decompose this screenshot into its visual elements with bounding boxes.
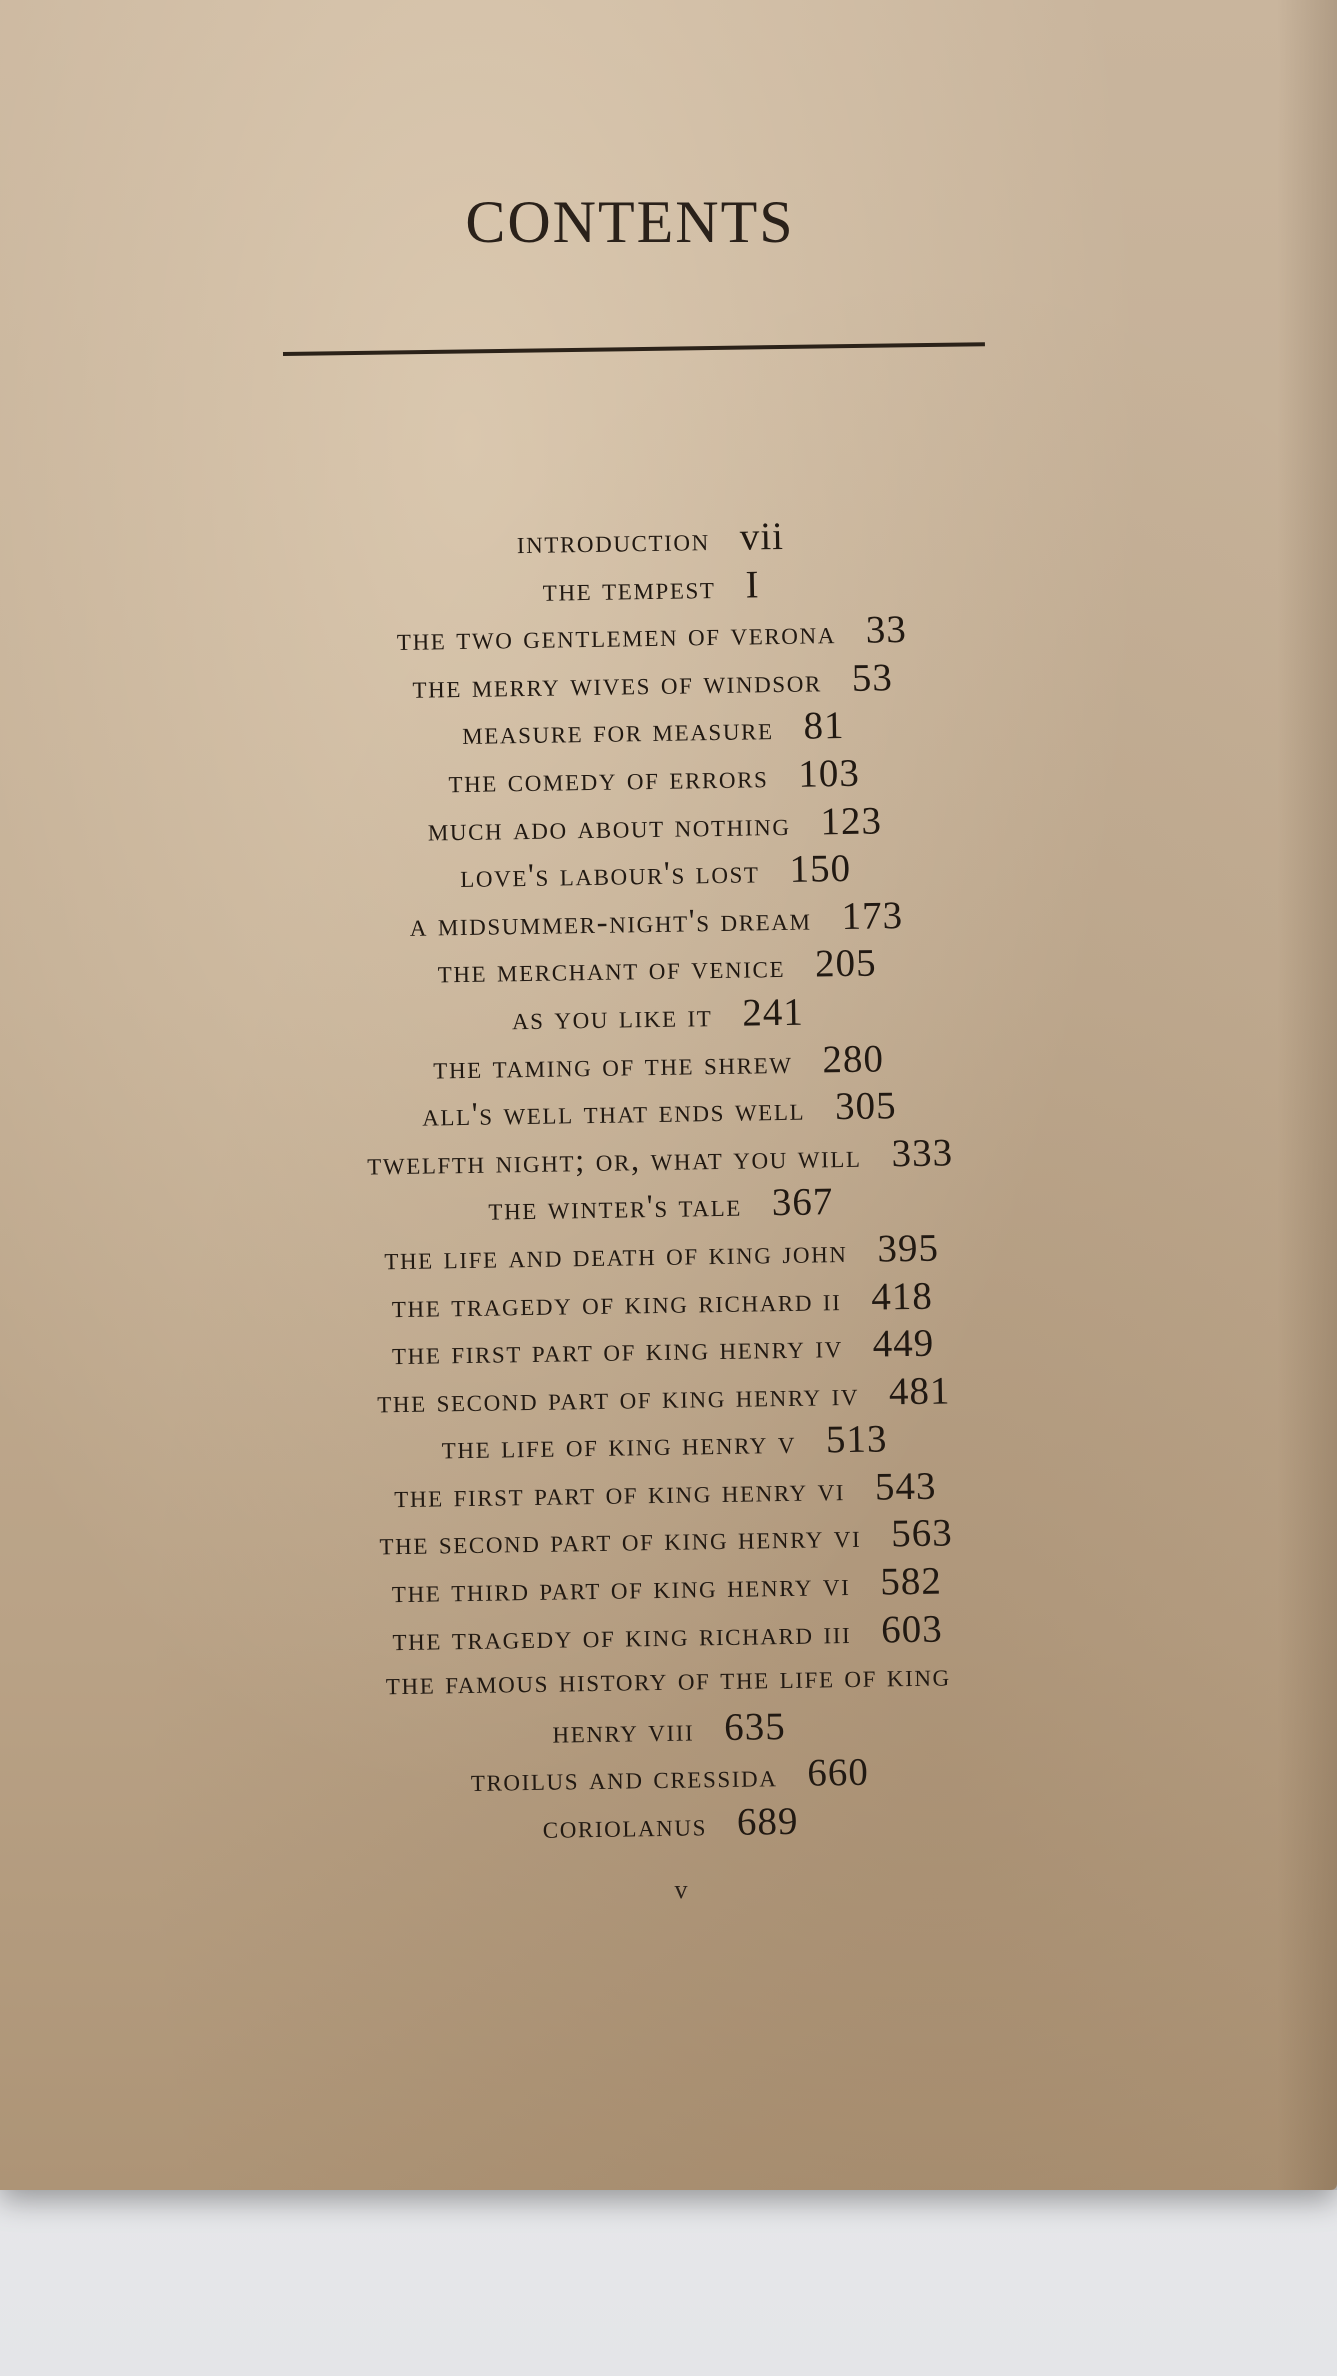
- toc-entry-page: 367: [771, 1180, 834, 1225]
- toc-entry-title: the tempest: [542, 569, 716, 609]
- toc-entry-page: 305: [834, 1084, 897, 1129]
- toc-entry-page: 689: [736, 1799, 799, 1844]
- toc-entry-page: 660: [807, 1751, 870, 1796]
- toc-entry-page: 418: [870, 1274, 934, 1319]
- toc-entry-page: 563: [890, 1511, 954, 1556]
- toc-entry-page: 513: [825, 1417, 888, 1462]
- toc-entry-title: the comedy of errors: [448, 759, 769, 801]
- toc-entry-title: the first part of king henry iv: [391, 1329, 844, 1373]
- toc-entry-page: 53: [851, 655, 894, 700]
- toc-entry-title: the life and death of king john: [383, 1233, 848, 1278]
- toc-entry-page: 449: [872, 1321, 935, 1366]
- toc-entry-title: the two gentlemen of verona: [396, 615, 837, 659]
- page-title: CONTENTS: [465, 189, 795, 255]
- toc-entry-page: 103: [798, 751, 861, 796]
- toc-entry-title: the merry wives of windsor: [412, 663, 823, 706]
- toc-entry-page: 205: [814, 941, 877, 986]
- title-rule: [283, 342, 985, 356]
- toc-entry-page: vii: [739, 514, 785, 559]
- toc-entry-title: henry viii: [552, 1712, 695, 1751]
- toc-entry-title: all's well that ends well: [421, 1091, 806, 1134]
- toc-entry-title: much ado about nothing: [427, 806, 791, 849]
- toc-entry-title: the tragedy of king richard iii: [392, 1614, 852, 1658]
- toc-entry-title: the life of king henry v: [441, 1425, 797, 1467]
- toc-entry-title: the second part of king henry iv: [376, 1376, 860, 1421]
- toc-entry-title: the second part of king henry vi: [379, 1519, 862, 1563]
- toc-entry-page: 33: [865, 608, 908, 652]
- page-number: v: [674, 1875, 688, 1904]
- toc-entry-page: 635: [723, 1704, 787, 1749]
- toc-entry-page: I: [745, 562, 760, 607]
- toc-entry-title: introduction: [516, 522, 711, 562]
- toc-entry-page: 481: [888, 1369, 951, 1414]
- toc-entry-title: measure for measure: [461, 711, 774, 753]
- toc-entry-title: love's labour's lost: [459, 854, 760, 896]
- toc-entry-title: twelfth night; or, what you will: [366, 1138, 862, 1183]
- toc-entry-page: 280: [822, 1036, 885, 1081]
- toc-entry-title: the first part of king henry vi: [393, 1471, 846, 1516]
- toc-entry-title: troilus and cressida: [470, 1758, 778, 1800]
- toc-entry-page: 123: [820, 798, 883, 843]
- toc-entry-title: the famous history of the life of king: [385, 1657, 952, 1703]
- toc-entry-page: 543: [874, 1464, 937, 1509]
- toc-entry-page: 582: [879, 1559, 943, 1604]
- toc-entry-page: 173: [841, 893, 904, 938]
- toc-entry-title: coriolanus: [542, 1807, 708, 1846]
- toc-entry-title: the winter's tale: [488, 1187, 743, 1228]
- toc-entry-page: 241: [741, 990, 805, 1035]
- toc-entry-title: a midsummer-night's dream: [409, 901, 812, 944]
- toc-entry-title: as you like it: [511, 998, 713, 1038]
- toc-entry-page: 150: [789, 847, 852, 892]
- toc-entry-title: the third part of king henry vi: [391, 1567, 851, 1611]
- toc-entry-title: the merchant of venice: [437, 949, 786, 991]
- toc-entry-page: 395: [877, 1226, 940, 1271]
- toc-entry-title: the taming of the shrew: [432, 1044, 793, 1087]
- toc-entry-page: 81: [803, 704, 845, 748]
- contents-list: [200, 508, 1121, 1855]
- toc-entry-page: 603: [880, 1607, 944, 1652]
- toc-entry-title: the tragedy of king richard ii: [391, 1281, 842, 1325]
- toc-entry-page: 333: [891, 1131, 954, 1176]
